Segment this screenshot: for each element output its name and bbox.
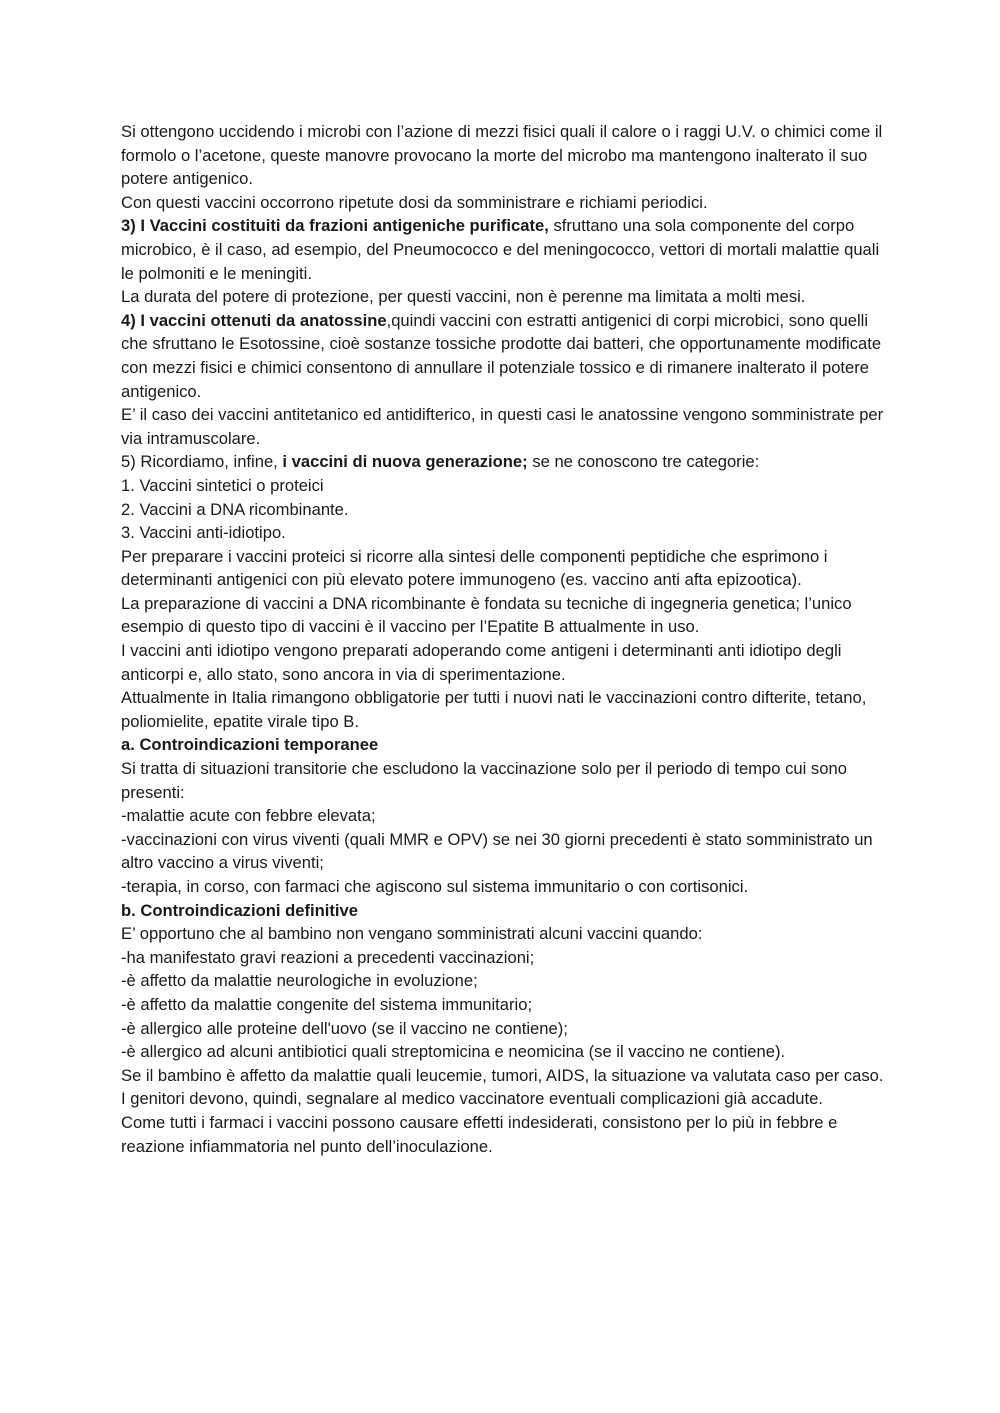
- paragraph-anti-idiotype: I vaccini anti idiotipo vengono preparati adoperando come antigeni i determinanti anti idiotipo degli anticorpi e, allo stato, sono ancora in via di sperimentazione.: [121, 641, 842, 684]
- paragraph-doses: Con questi vaccini occorrono ripetute dosi da somministrare e richiami periodici.: [121, 192, 708, 212]
- paragraph-purified-fractions: 3) I Vaccini costituiti da frazioni antigeniche purificate, sfruttano una sola componente del corpo microbico, è il caso, ad esempio, del Pneumococco e del meningococco, vettori di mortali malattie quali le polmoniti e le meningiti.: [121, 216, 880, 283]
- paragraph-killed-vaccines: Si ottengono uccidendo i microbi con l’azione di mezzi fisici quali il calore o i raggi U.V. o chimici come il formolo o l’acetone, queste manovre provocano la morte del microbo ma mantengono inalterato il suo potere antigenico.: [121, 122, 883, 189]
- list-item: -è affetto da malattie congenite del sistema immunitario;: [121, 994, 533, 1014]
- list-item: -terapia, in corso, con farmaci che agiscono sul sistema immunitario o con cortisonici.: [121, 877, 749, 896]
- paragraph-dna-vaccines: La preparazione di vaccini a DNA ricombinante è fondata su tecniche di ingegneria genetica; l’unico esempio di questo tipo di vaccini è il vaccino per l’Epatite B attualmente in uso.: [121, 593, 852, 637]
- paragraph-protection-duration: La durata del potere di protezione, per questi vaccini, non è perenne ma limitata a molti mesi.: [121, 287, 806, 307]
- list-item: -malattie acute con febbre elevata;: [121, 806, 376, 826]
- list-item: -è affetto da malattie neurologiche in evoluzione;: [121, 971, 478, 991]
- list-item: -è allergico alle proteine dell'uovo (se il vaccino ne contiene);: [121, 1018, 568, 1038]
- list-item: -vaccinazioni con virus viventi (quali MMR e OPV) se nei 30 giorni precedenti è stato somministrato un altro vaccino a virus viventi;: [121, 829, 873, 873]
- paragraph-protein-vaccines: Per preparare i vaccini proteici si ricorre alla sintesi delle componenti peptidiche che esprimono i determinanti antigenici con più elevato potere immunogeno (es. vaccino anti afta epizootica).: [121, 546, 828, 590]
- list-item: -ha manifestato gravi reazioni a precedenti vaccinazioni;: [121, 947, 535, 967]
- paragraph-transitory-situations: Si tratta di situazioni transitorie che escludono la vaccinazione solo per il periodo di tempo cui sono presenti:: [121, 759, 847, 802]
- heading-definitive-contraindications: b. Controindicazioni definitive: [121, 900, 358, 920]
- list-item: -è allergico ad alcuni antibiotici quali streptomicina e neomicina (se il vaccino ne contiene).: [121, 1042, 786, 1062]
- heading-anatoxins: 4) I vaccini ottenuti da anatossine: [121, 310, 387, 330]
- list-item: 2. Vaccini a DNA ricombinante.: [121, 499, 349, 519]
- paragraph-definitive-intro: E’ opportuno che al bambino non vengano somministrati alcuni vaccini quando:: [121, 924, 703, 944]
- heading-temporary-contraindications: a. Controindicazioni temporanee: [121, 735, 379, 755]
- list-item: 1. Vaccini sintetici o proteici: [121, 475, 324, 495]
- paragraph-tetanus-diphtheria: E’ il caso dei vaccini antitetanico ed antidifterico, in questi casi le anatossine vengono somministrate per via intramuscolare.: [121, 405, 884, 448]
- paragraph-mandatory-vaccinations: Attualmente in Italia rimangono obbligatorie per tutti i nuovi nati le vaccinazioni contro difterite, tetano, poliomielite, epatite virale tipo B.: [121, 688, 867, 731]
- paragraph-case-by-case: Se il bambino è affetto da malattie quali leucemie, tumori, AIDS, la situazione va valutata caso per caso.: [121, 1065, 884, 1085]
- paragraph-new-generation: 5) Ricordiamo, infine, i vaccini di nuova generazione; se ne conoscono tre categorie:: [121, 452, 760, 472]
- paragraph-side-effects: Come tutti i farmaci i vaccini possono causare effetti indesiderati, consistono per lo più in febbre e reazione infiammatoria nel punto dell’inoculazione.: [121, 1112, 838, 1156]
- paragraph-anatoxins: 4) I vaccini ottenuti da anatossine,quindi vaccini con estratti antigenici di corpi microbici, sono quelli che sfruttano le Esotossine, cioè sostanze tossiche prodotte dai batteri, che opportunamente modificate con mezzi fisici e chimici consentono di annullare il potenziale tossico e di rimanere inalterato il potere antigenico.: [121, 310, 882, 401]
- list-item: 3. Vaccini anti-idiotipo.: [121, 523, 286, 543]
- heading-purified-fractions: 3) I Vaccini costituiti da frazioni antigeniche purificate,: [121, 216, 549, 236]
- document-page: [121, 120, 891, 1158]
- heading-new-generation: i vaccini di nuova generazione;: [282, 452, 528, 472]
- paragraph-parents: I genitori devono, quindi, segnalare al medico vaccinatore eventuali complicazioni già accadute.: [121, 1089, 823, 1109]
